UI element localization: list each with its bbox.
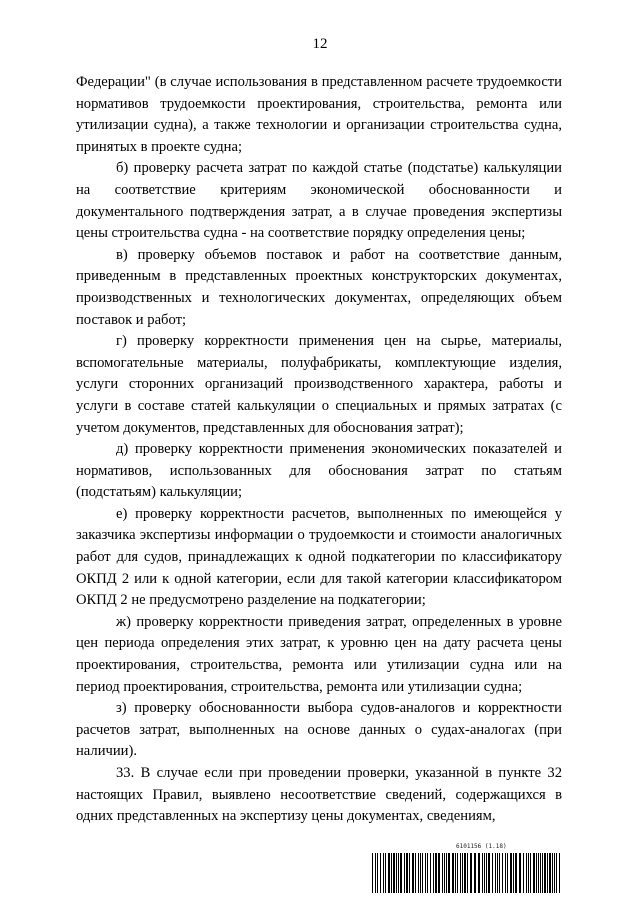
paragraph-item-v: в) проверку объемов поставок и работ на соответствие данным, приведенным в представленных проектных конструкторских документах, производственных и технологических документах, определяющих объем поставок и работ;: [76, 246, 562, 328]
barcode-label: 6101156 (1.18): [456, 843, 507, 850]
paragraph-item-g: г) проверку корректности применения цен на сырье, материалы, вспомогательные материалы, полуфабрикаты, комплектующие изделия, услуги сторонних организаций производственного характера, работы и услуги в составе статей калькуляции о специальных и прямых затратах (с учетом документов, представленных для обоснования затрат);: [76, 333, 562, 436]
barcode-image: [372, 853, 562, 893]
paragraph-item-b: б) проверку расчета затрат по каждой статье (подстатье) калькуляции на соответствие критериям экономической обоснованности и документального подтверждения затрат, а в случае проведения экспертизы цены строительства судна - на соответствие порядку определения цены;: [76, 160, 562, 242]
paragraph-continuation: Федерации" (в случае использования в представленном расчете трудоемкости нормативов трудоемкости проектирования, строительства, ремонта или утилизации судна), а также технологии и организации строительства судна, принятых в проекте судна;: [76, 74, 562, 155]
barcode-block: [372, 843, 562, 897]
paragraph-item-zh: ж) проверку корректности приведения затрат, определенных в уровне цен периода определения этих затрат, к уровню цен на дату расчета цены проектирования, строительства, ремонта или утилизации судна или на период проектирования, строительства, ремонта или утилизации судна;: [76, 613, 562, 695]
page-number: 12: [312, 36, 328, 52]
paragraph-item-d: д) проверку корректности применения экономических показателей и нормативов, использованных для обоснования затрат по статьям (подстатьям) калькуляции;: [76, 441, 562, 501]
paragraph-item-z: з) проверку обоснованности выбора судов-аналогов и корректности расчетов затрат, выполненных на основе данных о судах-аналогах (при наличии).: [76, 700, 562, 760]
document-body: [76, 72, 562, 828]
paragraph-33: 33. В случае если при проведении проверки, указанной в пункте 32 настоящих Правил, выявлено несоответствие сведений, содержащихся в одних представленных на экспертизу цены документах, сведениям,: [76, 765, 562, 825]
paragraph-item-e: е) проверку корректности расчетов, выполненных по имеющейся у заказчика экспертизы информации о трудоемкости и стоимости аналогичных работ для судов, принадлежащих к одной подкатегории по классификатору ОКПД 2 или к одной категории, если для такой категории классификатором ОКПД 2 не предусмотрено разделение на подкатегории;: [76, 505, 562, 609]
